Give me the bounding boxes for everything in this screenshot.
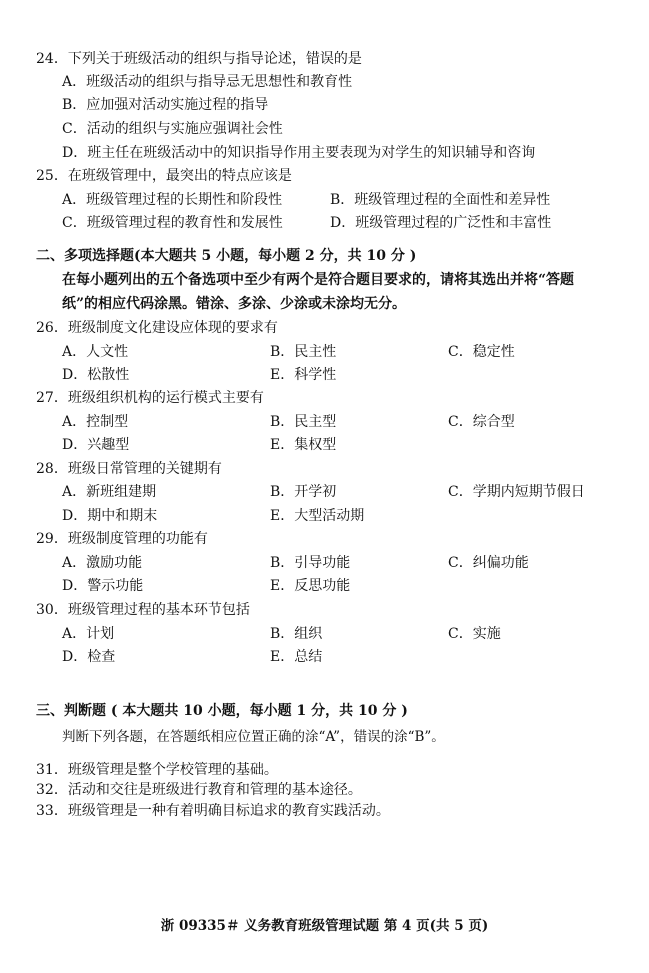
question-24-option-a: A．班级活动的组织与指导忌无思想性和教育性 (62, 74, 353, 90)
page-footer: 浙 09335＃ 义务教育班级管理试题 第 4 页(共 5 页) (160, 918, 489, 934)
question-30-option-b: B．组织 (270, 626, 323, 642)
question-30-option-e: E．总结 (270, 649, 323, 665)
question-31: 31．班级管理是整个学校管理的基础。 (36, 762, 278, 778)
question-25-option-c: C．班级管理过程的教育性和发展性 (62, 215, 283, 231)
question-28-option-d: D．期中和期末 (62, 508, 158, 524)
question-24-option-b: B．应加强对活动实施过程的指导 (62, 97, 269, 113)
question-26-option-c: C．稳定性 (448, 344, 515, 360)
section-3-heading: 三、判断题 ( 本大题共 10 小题，每小题 1 分，共 10 分 ) (36, 703, 408, 719)
question-27-option-b: B．民主型 (270, 414, 337, 430)
question-30-stem: 30．班级管理过程的基本环节包括 (36, 602, 250, 618)
question-27-option-a: A．控制型 (62, 414, 129, 430)
section-2-instruction-line-2: 纸”的相应代码涂黑。错涂、多涂、少涂或未涂均无分。 (62, 296, 407, 312)
question-28-option-c: C．学期内短期节假日 (448, 484, 585, 500)
section-2-heading: 二、多项选择题(本大题共 5 小题，每小题 2 分，共 10 分 ) (36, 248, 417, 264)
question-29-option-b: B．引导功能 (270, 555, 351, 571)
question-26-option-b: B．民主性 (270, 344, 337, 360)
question-33: 33．班级管理是一种有着明确目标追求的教育实践活动。 (36, 803, 390, 819)
question-29-option-c: C．纠偏功能 (448, 555, 529, 571)
section-3-instruction: 判断下列各题，在答题纸相应位置正确的涂“A”，错误的涂“B”。 (62, 729, 445, 745)
question-28-stem: 28．班级日常管理的关键期有 (36, 461, 222, 477)
question-27-option-c: C．综合型 (448, 414, 515, 430)
question-26-option-d: D．松散性 (62, 367, 130, 383)
question-28-option-b: B．开学初 (270, 484, 337, 500)
question-27-option-d: D．兴趣型 (62, 437, 130, 453)
question-25-stem: 25．在班级管理中，最突出的特点应该是 (36, 168, 292, 184)
question-29-option-a: A．激励功能 (62, 555, 143, 571)
section-2-instruction-line-1: 在每小题列出的五个备选项中至少有两个是符合题目要求的，请将其选出并将“答题 (62, 272, 575, 288)
question-30-option-c: C．实施 (448, 626, 501, 642)
question-27-stem: 27．班级组织机构的运行模式主要有 (36, 390, 264, 406)
question-29-option-d: D．警示功能 (62, 578, 144, 594)
question-25-option-d: D．班级管理过程的广泛性和丰富性 (330, 215, 552, 231)
question-26-stem: 26．班级制度文化建设应体现的要求有 (36, 320, 278, 336)
question-29-option-e: E．反思功能 (270, 578, 351, 594)
question-32: 32．活动和交往是班级进行教育和管理的基本途径。 (36, 782, 362, 798)
question-26-option-a: A．人文性 (62, 344, 129, 360)
question-24-option-c: C．活动的组织与实施应强调社会性 (62, 121, 283, 137)
question-28-option-a: A．新班组建期 (62, 484, 157, 500)
question-30-option-a: A．计划 (62, 626, 115, 642)
question-24-stem: 24．下列关于班级活动的组织与指导论述，错误的是 (36, 51, 362, 67)
question-24-option-d: D．班主任在班级活动中的知识指导作用主要表现为对学生的知识辅导和咨询 (62, 145, 536, 161)
question-26-option-e: E．科学性 (270, 367, 337, 383)
question-25-option-a: A．班级管理过程的长期性和阶段性 (62, 192, 283, 208)
question-29-stem: 29．班级制度管理的功能有 (36, 531, 208, 547)
question-27-option-e: E．集权型 (270, 437, 337, 453)
question-28-option-e: E．大型活动期 (270, 508, 365, 524)
question-30-option-d: D．检查 (62, 649, 116, 665)
question-25-option-b: B．班级管理过程的全面性和差异性 (330, 192, 551, 208)
